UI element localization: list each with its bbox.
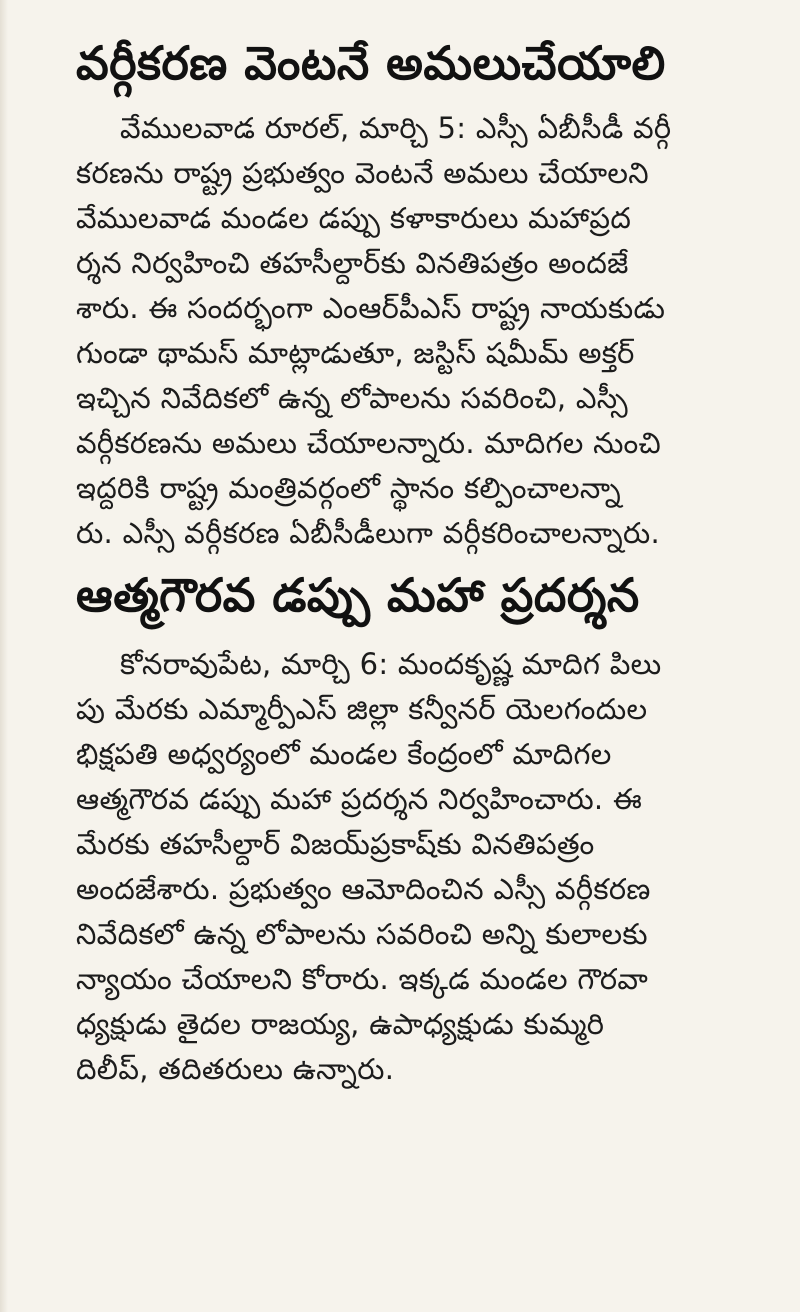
article-line: మేరకు తహసీల్దార్ విజయ్‌ప్రకాష్‌కు వినతిపత్రం [76, 827, 595, 861]
article-line: భిక్షపతి అధ్వర్యంలో మండల కేంద్రంలో మాదిగల [76, 737, 612, 771]
article-line: ఆత్మగౌరవ డప్పు మహా ప్రదర్శన నిర్వహించారు. ఈ [76, 782, 643, 816]
article-line: గుండా థామస్ మాట్లాడుతూ, జస్టిస్ షమీమ్ అక్తర్ [76, 336, 635, 370]
article-line: న్యాయం చేయాలని కోరారు. ఇక్కడ మండల గౌరవా [76, 962, 649, 996]
article-line: దిలీప్, తదితరులు ఉన్నారు. [76, 1052, 395, 1086]
article-line: ర్శన నిర్వహించి తహసీల్దార్‌కు వినతిపత్రం అందజే [76, 246, 629, 280]
article-body [76, 642, 754, 1092]
article-line: కోనరావుపేట, మార్చి 6: మందకృష్ణ మాదిగ పిలు [120, 647, 662, 681]
article-line: వర్గీకరణను అమలు చేయాలన్నారు. మాదిగల నుంచి [76, 426, 661, 460]
scan-edge-shadow [0, 0, 8, 1312]
article-line: శారు. ఈ సందర్భంగా ఎంఆర్‌పీఎస్ రాష్ట్ర నాయకుడు [76, 291, 666, 325]
article-line: అందజేశారు. ప్రభుత్వం ఆమోదించిన ఎస్సీ వర్గీకరణ [76, 872, 651, 906]
article-line: వేములవాడ మండల డప్పు కళాకారులు మహాప్రద [76, 201, 632, 235]
article-line: ఇచ్చిన నివేదికలో ఉన్న లోపాలను సవరించి, ఎస్సీ [76, 381, 628, 415]
article-body [76, 106, 754, 556]
article-line: ధ్యక్షుడు తైదల రాజయ్య, ఉపాధ్యక్షుడు కుమ్మరి [76, 1007, 605, 1041]
article-line: రు. ఎస్సీ వర్గీకరణ ఏబీసీడీలుగా వర్గీకరించాలన్నారు. [76, 516, 660, 550]
article-line: పు మేరకు ఎమ్మార్పీఎస్ జిల్లా కన్వీనర్ యెలగందుల [76, 692, 648, 726]
article-line: వేములవాడ రూరల్, మార్చి 5: ఎస్సీ ఏబీసీడీ వర్గీ [120, 111, 672, 145]
article-dappu-pradarshana [76, 562, 754, 1092]
article-line: నివేదికలో ఉన్న లోపాలను సవరించి అన్ని కులాలకు [76, 917, 648, 951]
article-headline: వర్గీకరణ వెంటనే అమలుచేయాలి [76, 36, 666, 90]
article-line: ఇద్దరికి రాష్ట్ర మంత్రివర్గంలో స్థానం కల్పించాలన్నా [76, 471, 621, 505]
article-varghikarana [76, 30, 754, 556]
article-headline: ఆత్మగౌరవ డప్పు మహా ప్రదర్శన [76, 568, 640, 622]
article-line: కరణను రాష్ట్ర ప్రభుత్వం వెంటనే అమలు చేయాలని [76, 156, 649, 190]
